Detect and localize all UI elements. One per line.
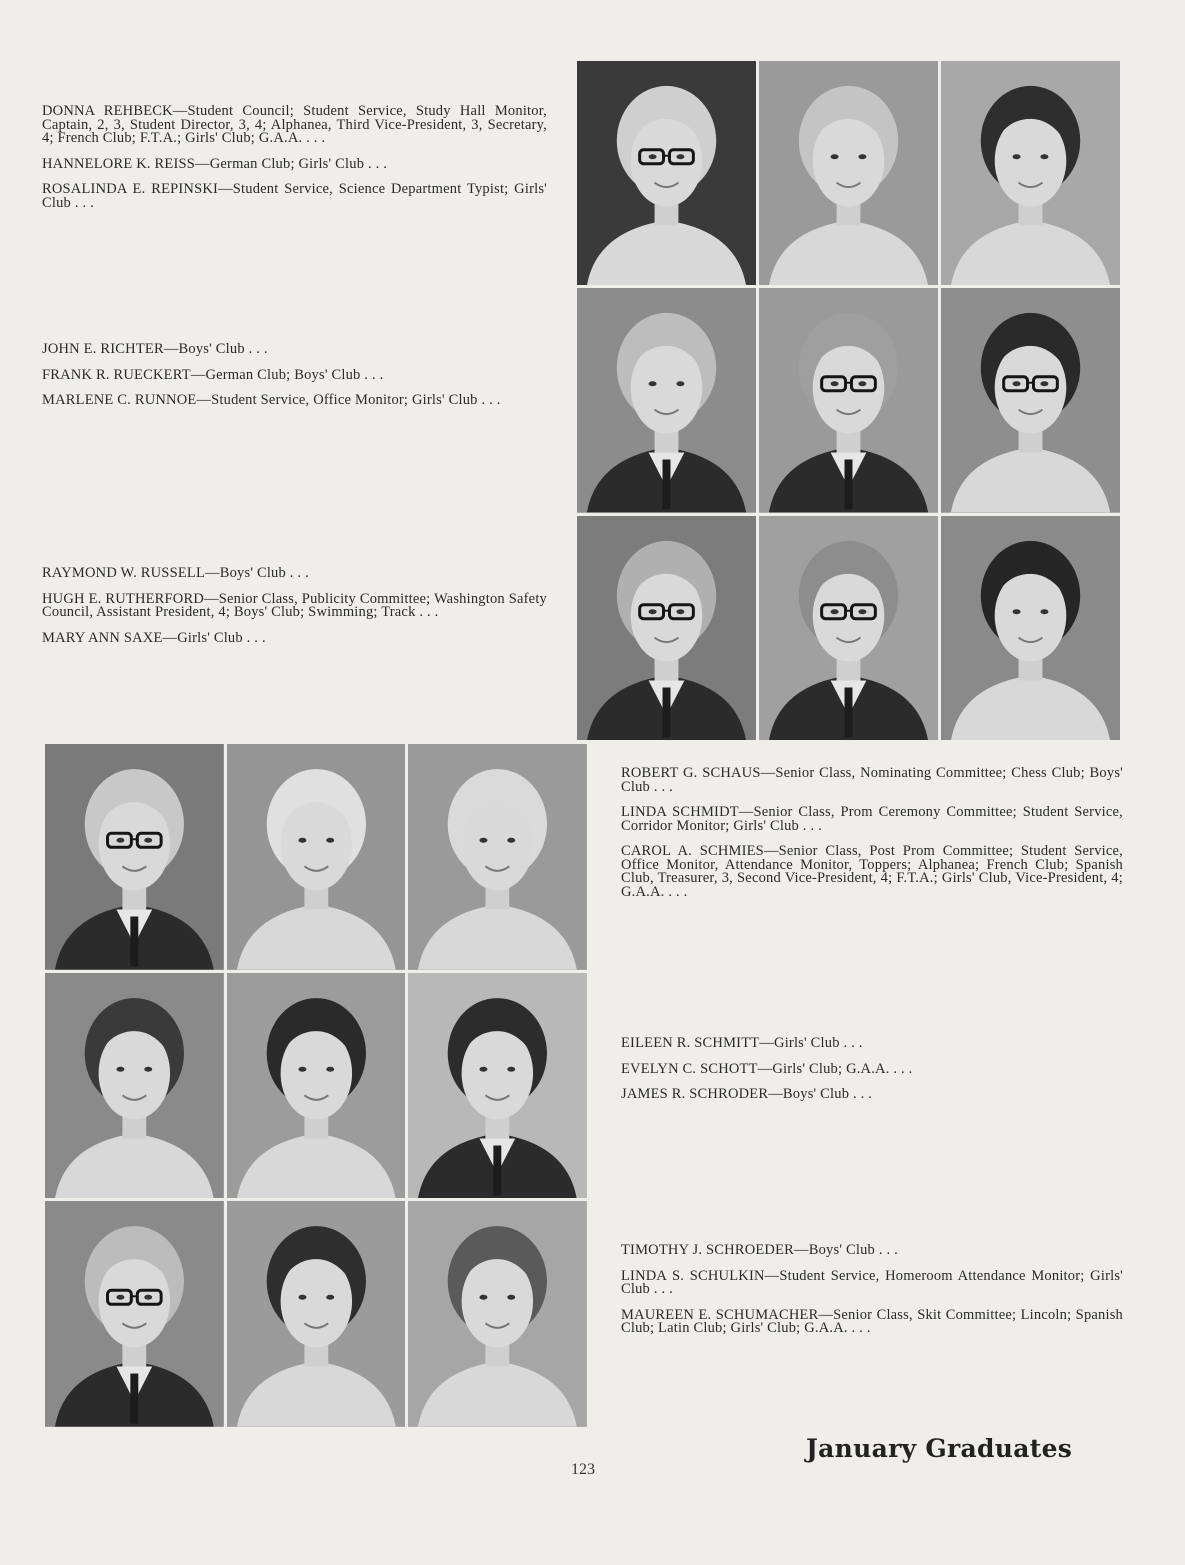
text-block-6 — [621, 1244, 1123, 1348]
student-portrait — [227, 744, 406, 970]
text-block-3 — [42, 567, 547, 657]
student-entry: RAYMOND W. RUSSELL—Boys' Club . . . — [42, 565, 309, 581]
text-block-2 — [42, 343, 547, 420]
student-entry: MAUREEN E. SCHUMACHER—Senior Class, Skit Committee; Lincoln; Spanish Club; Latin Club; Girls' Club; G.A.A. . . . — [621, 1306, 1123, 1336]
student-entry: LINDA S. SCHULKIN—Student Service, Homeroom Attendance Monitor; Girls' Club . . . — [621, 1267, 1123, 1297]
student-entry: ROSALINDA E. REPINSKI—Student Service, Science Department Typist; Girls' Club . . . — [42, 181, 547, 211]
student-entry: EVELYN C. SCHOTT—Girls' Club; G.A.A. . . . — [621, 1060, 913, 1077]
student-portrait — [759, 61, 938, 285]
student-portrait — [227, 1201, 406, 1427]
section-title: January Graduates — [806, 1434, 1073, 1463]
student-entry: ROBERT G. SCHAUS—Senior Class, Nominating Committee; Chess Club; Boys' Club . . . — [621, 765, 1123, 795]
student-entry: HUGH E. RUTHERFORD—Senior Class, Publicity Committee; Washington Safety Council, Assistant President, 4; Boys' Club; Swimming; Track . . . — [42, 590, 547, 620]
portrait-grid-top — [577, 61, 1120, 740]
text-block-5 — [621, 1037, 1123, 1114]
student-portrait — [45, 744, 224, 970]
student-portrait — [408, 1201, 587, 1427]
student-entry: TIMOTHY J. SCHROEDER—Boys' Club . . . — [621, 1242, 898, 1258]
student-entry: DONNA REHBECK—Student Council; Student Service, Study Hall Monitor, Captain, 2, 3, Student Director, 3, 4; Alphanea, Third Vice-President, 3, Secretary, 4; French Club; F.T.A.; Girls' Club; G.A.A. . . . — [42, 103, 547, 146]
student-portrait — [408, 744, 587, 970]
student-portrait — [759, 516, 938, 740]
student-entry: CAROL A. SCHMIES—Senior Class, Post Prom Committee; Student Service, Office Monitor, Attendance Monitor, Toppers; Alphanea; French Club; Spanish Club, Treasurer, 3, Second Vice-President, 4; F.T.A.; Girls' Club, Vice-President, 4; G.A.A. . . . — [621, 843, 1123, 900]
student-entry: LINDA SCHMIDT—Senior Class, Prom Ceremony Committee; Student Service, Corridor Monitor; Girls' Club . . . — [621, 804, 1123, 834]
student-entry: EILEEN R. SCHMITT—Girls' Club . . . — [621, 1035, 863, 1051]
student-entry: JOHN E. RICHTER—Boys' Club . . . — [42, 341, 268, 357]
student-portrait — [227, 973, 406, 1199]
student-entry: MARLENE C. RUNNOE—Student Service, Office Monitor; Girls' Club . . . — [42, 392, 501, 408]
student-portrait — [577, 61, 756, 285]
student-portrait — [941, 288, 1120, 512]
portrait-grid-bottom — [45, 744, 587, 1427]
text-block-4 — [621, 767, 1123, 911]
text-block-1 — [42, 105, 547, 222]
student-entry: FRANK R. RUECKERT—German Club; Boys' Club . . . — [42, 366, 384, 383]
student-portrait — [45, 973, 224, 1199]
page-number: 123 — [571, 1461, 595, 1478]
student-entry: HANNELORE K. REISS—German Club; Girls' Club . . . — [42, 155, 388, 172]
student-portrait — [759, 288, 938, 512]
student-entry: MARY ANN SAXE—Girls' Club . . . — [42, 629, 266, 646]
student-entry: JAMES R. SCHRODER—Boys' Club . . . — [621, 1086, 873, 1102]
student-portrait — [45, 1201, 224, 1427]
student-portrait — [941, 61, 1120, 285]
student-portrait — [577, 516, 756, 740]
student-portrait — [941, 516, 1120, 740]
student-portrait — [577, 288, 756, 512]
student-portrait — [408, 973, 587, 1199]
